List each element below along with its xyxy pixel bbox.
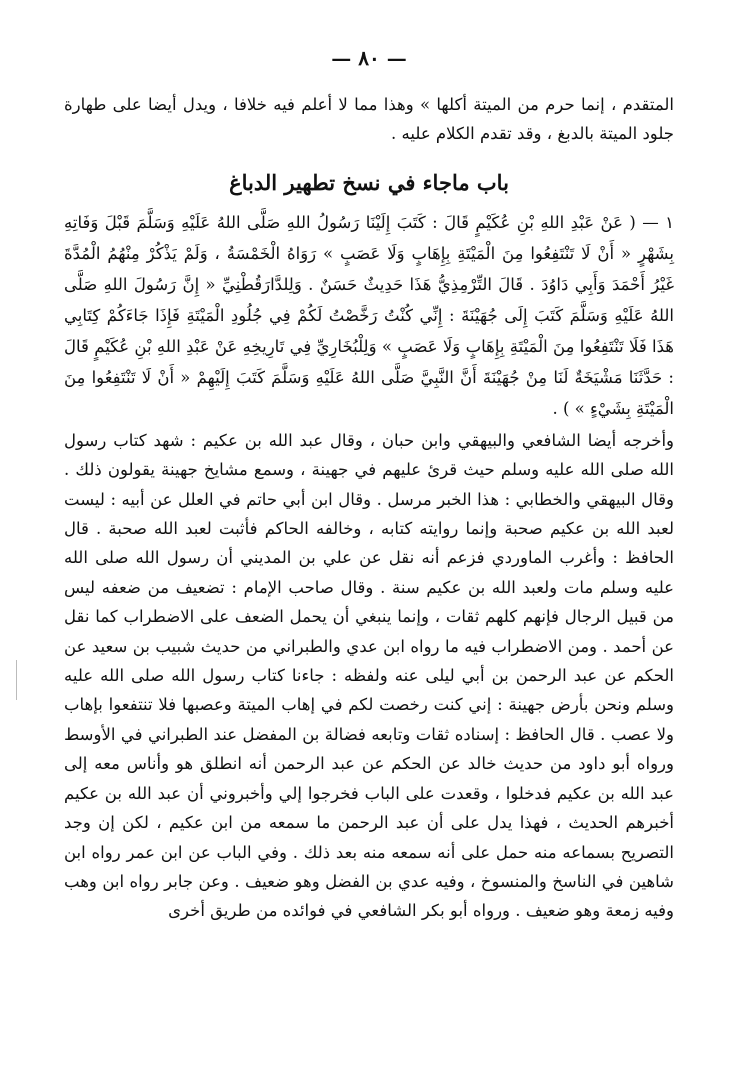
intro-paragraph: المتقدم ، إنما حرم من الميتة أكلها » وهذا مما لا أعلم فيه خلافا ، ويدل أيضا على طهارة جلود الميتة بالدبغ ، وقد تقدم الكلام عليه . <box>64 95 674 144</box>
commentary-text: وأخرجه أيضا الشافعي والبيهقي وابن حبان ، وقال عبد الله بن عكيم : شهد كتاب رسول الله صلى الله عليه وسلم حيث قرئ عليهم في جهينة ، وسمع مشايخ جهينة يقولون ذلك . وقال البيهقي والخطابي : هذا الخبر مرسل . وقال ابن أبي حاتم في العلل عن أبيه : ليست لعبد الله بن عكيم صحبة وإنما روايته كتابه ، وخالفه الحاكم فأثبت لعبد الله صحبة . قال الحافظ : وأغرب الماوردي فزعم أنه نقل عن علي بن المديني أن رسول الله صلى الله عليه وسلم مات ولعبد الله بن عكيم سنة . وقال صاحب الإمام : تضعيف من ضعفه ليس من قبيل الرجال فإنهم كلهم ثقات ، وإنما ينبغي أن يحمل الضعف على الاضطراب كما نقل عن أحمد . ومن الاضطراب فيه ما رواه ابن عدي والطبراني من حديث شبيب بن سعيد عن الحكم عن عبد الرحمن بن أبي ليلى عنه ولفظه : جاءنا كتاب رسول الله صلى الله عليه وسلم ونحن بأرض جهينة : إني كنت رخصت لكم في إهاب الميتة وعصبها فلا تنتفعوا بإهاب ولا عصب . قال الحافظ : إسناده ثقات وتابعه فضالة بن المفضل عند الطبراني في الأوسط ورواه أبو داود من حديث خالد عن الحكم عن عبد الرحمن أنه انطلق هو وأناس معه إلى عبد الله بن عكيم فدخلوا ، وقعدت على الباب فخرجوا إلي وأخبروني أن عبد الله بن عكيم أخبرهم الحديث ، فهذا يدل على أن عبد الرحمن ما سمعه من ابن عكيم ، لكن إن وجد التصريح بسماعه منه حمل على أنه سمعه منه بعد ذلك . وفي الباب عن ابن عمر رواه ابن شاهين في الناسخ والمنسوخ ، وفيه عدي بن الفضل وهو ضعيف . وعن جابر رواه ابن وهب وفيه زمعة وهو ضعيف . ورواه أبو بكر الشافعي في فوائده من طريق أخرى <box>64 430 674 921</box>
chapter-heading: باب ماجاء في نسخ تطهير الدباغ <box>229 169 509 195</box>
hadith-text: ١ — ( عَنْ عَبْدِ اللهِ بْنِ عُكَيْمٍ قَالَ : كَتَبَ إِلَيْنَا رَسُولُ اللهِ صَلَّى اللهُ عَلَيْهِ وَسَلَّمَ قَبْلَ وَفَاتِهِ بِشَهْرٍ « أَنْ لَا تَنْتَفِعُوا مِنَ الْمَيْتَةِ بِإِهَابٍ وَلَا عَصَبٍ » رَوَاهُ الْخَمْسَةُ ، وَلَمْ يَذْكُرْ مِنْهُمُ الْمُدَّةَ غَيْرُ أَحْمَدَ وَأَبِي دَاوُدَ . قَالَ التِّرْمِذِيُّ هَذَا حَدِيثٌ حَسَنٌ . وَلِلدَّارَقُطْنِيِّ « إِنَّ رَسُولَ اللهِ صَلَّى اللهُ عَلَيْهِ وَسَلَّمَ كَتَبَ إِلَى جُهَيْنَةَ : إِنِّي كُنْتُ رَخَّصْتُ لَكُمْ فِي جُلُودِ الْمَيْتَةِ فَإِذَا جَاءَكُمْ كِتَابِي هَذَا فَلَا تَنْتَفِعُوا مِنَ الْمَيْتَةِ بِإِهَابٍ وَلَا عَصَبٍ » وَلِلْبُخَارِيِّ فِي تَارِيخِهِ عَنْ عَبْدِ اللهِ بْنِ عُكَيْمٍ قَالَ : حَدَّثَنَا مَشْيَخَةٌ لَنَا مِنْ جُهَيْنَةَ أَنَّ النَّبِيَّ صَلَّى اللهُ عَلَيْهِ وَسَلَّمَ كَتَبَ إِلَيْهِمْ « أَنْ لَا تَنْتَفِعُوا مِنَ الْمَيْتَةِ بِشَيْءٍ » ) . <box>64 212 674 418</box>
scan-edge-mark <box>16 660 17 700</box>
page-number: — ٨٠ — <box>331 46 407 70</box>
